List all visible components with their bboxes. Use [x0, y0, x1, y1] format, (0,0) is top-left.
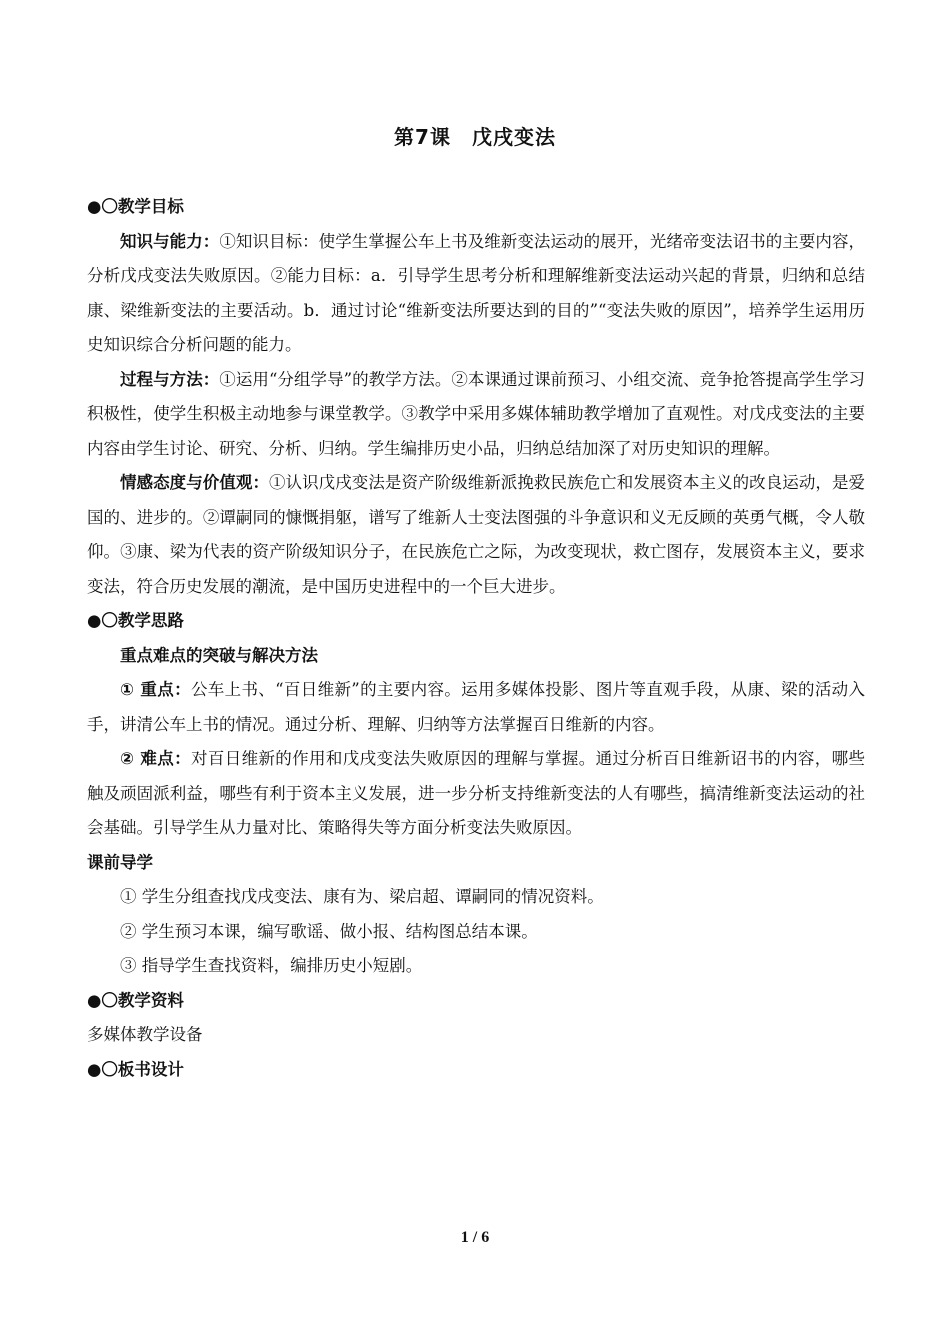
subheading-key-difficulty: 重点难点的突破与解决方法 — [120, 645, 318, 665]
label-knowledge: 知识与能力： — [120, 231, 220, 251]
section-heading-goals: ●〇教学目标 — [87, 197, 184, 216]
section-heading-materials: ●〇教学资料 — [87, 990, 184, 1010]
preview-item-2: ② 学生预习本课，编写歌谣、做小报、结构图总结本课。 — [120, 921, 538, 941]
page-number: 1 / 6 — [460, 1229, 490, 1246]
text-key-point: 公车上书、“百日维新”的主要内容。运用多媒体投影、图片等直观手段，从康、梁的活动入手，讲清公车上书的情况。通过分析、理解、归纳等方法掌握百日维新的内容。 — [87, 680, 866, 734]
preview-item-3: ③ 指导学生查找资料，编排历史小短剧。 — [120, 956, 423, 975]
paragraph-key-point — [87, 673, 865, 742]
paragraph-process — [87, 363, 865, 467]
section-heading-approach: ●〇教学思路 — [87, 611, 184, 630]
label-process: 过程与方法： — [120, 369, 220, 389]
document-title: 第7课 戊戌变法 — [394, 125, 556, 149]
text-difficulty: 对百日维新的作用和戊戌变法失败原因的理解与掌握。通过分析百日维新诏书的内容，哪些触及顽固派利益，哪些有利于资本主义发展，进一步分析支持维新变法的人有哪些，搞清维新变法运动的社会基础。引导学生从力量对比、策略得失等方面分析变法失败原因。 — [87, 749, 866, 837]
paragraph-difficulty — [87, 742, 865, 846]
label-difficulty: ② 难点： — [120, 749, 192, 768]
label-emotion: 情感态度与价值观： — [120, 473, 270, 492]
paragraph-emotion — [87, 466, 865, 604]
section-heading-board: ●〇板书设计 — [87, 1059, 184, 1079]
section-heading-preview: 课前导学 — [87, 852, 153, 872]
text-knowledge: ①知识目标：使学生掌握公车上书及维新变法运动的展开，光绪帝变法诏书的主要内容，分析戊戌变法失败原因。②能力目标：a．引导学生思考分析和理解维新变法运动兴起的背景，归纳和总结康、梁维新变法的主要活动。b．通过讨论“维新变法所要达到的目的”“变法失败的原因”，培养学生运用历史知识综合分析问题的能力。 — [87, 231, 866, 354]
label-key-point: ① 重点： — [120, 680, 191, 699]
text-process: ①运用“分组学导”的教学方法。②本课通过课前预习、小组交流、竞争抢答提高学生学习积极性，使学生积极主动地参与课堂教学。③教学中采用多媒体辅助教学增加了直观性。对戊戌变法的主要内容由学生讨论、研究、分析、归纳。学生编排历史小品，归纳总结加深了对历史知识的理解。 — [87, 369, 866, 458]
preview-item-1: ① 学生分组查找戊戌变法、康有为、梁启超、谭嗣同的情况资料。 — [120, 887, 604, 906]
paragraph-knowledge — [87, 225, 865, 363]
text-emotion: ①认识戊戌变法是资产阶级维新派挽救民族危亡和发展资本主义的改良运动，是爱国的、进步的。②谭嗣同的慷慨捐躯，谱写了维新人士变法图强的斗争意识和义无反顾的英勇气概，令人敬仰。③康、梁为代表的资产阶级知识分子，在民族危亡之际，为改变现状，救亡图存，发展资本主义，要求变法，符合历史发展的潮流，是中国历史进程中的一个巨大进步。 — [87, 473, 866, 596]
document-body — [87, 190, 865, 1087]
materials-text: 多媒体教学设备 — [87, 1025, 203, 1044]
